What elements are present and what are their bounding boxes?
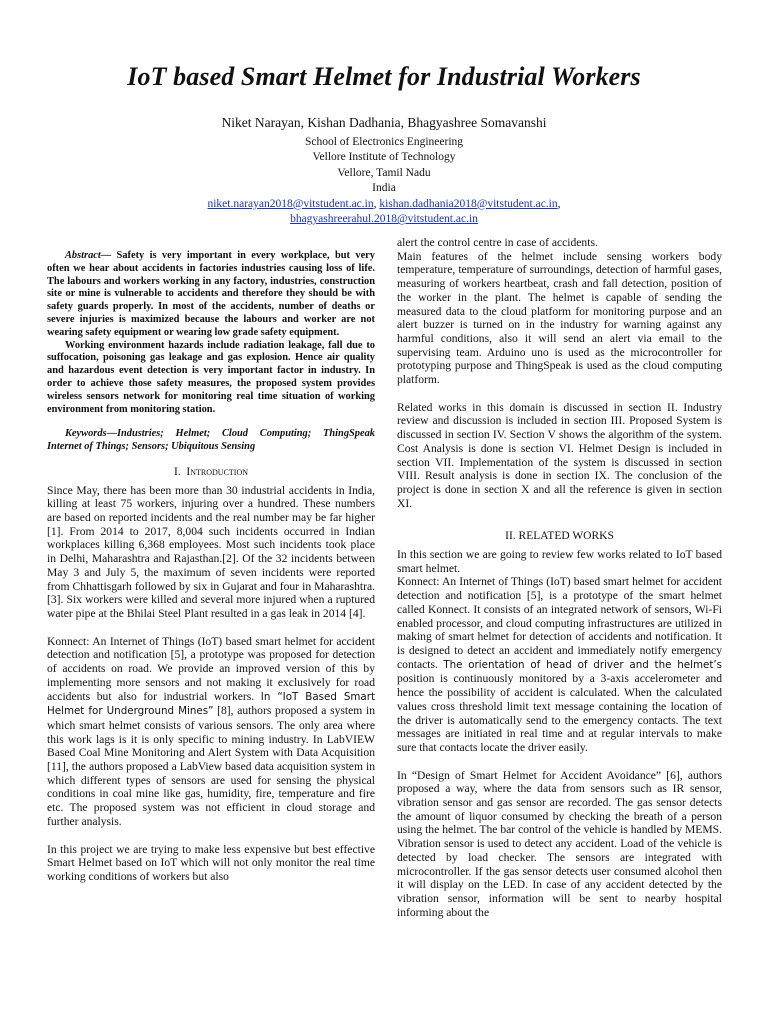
affiliation-line: Vellore, Tamil Nadu bbox=[337, 166, 431, 179]
body-text: [8], authors proposed a system in which smart helmet consists of various sensors. The only area where this work lags is it is only specific to mining industry. In LabVIEW Based Coal Mine Monitoring and Alert System with Data Acquisition [11], the authors proposed a LabView based data acquisition system in which different types of sensors are used for sensing the physical conditions in coal mine like gas, humidity, fire, temperature and fire etc. The proposed system was not efficient in cloud storage and further analysis. bbox=[47, 704, 375, 828]
email-line bbox=[84, 212, 684, 227]
abstract-paragraph: Working environment hazards include radiation leakage, fall due to suffocation, poisoning gas leakage and gas explosion. Hence air quality and hazardous event detection is very important factor in industry. In order to achieve those safety measures, the proposed system provides wireless sensors network for monitoring real time situation of working environment from monitoring station. bbox=[47, 339, 375, 415]
body-paragraph: In this section we are going to review few works related to IoT based smart helmet. bbox=[397, 548, 722, 575]
paper-title: IoT based Smart Helmet for Industrial Workers bbox=[127, 62, 641, 91]
abstract-label: Abstract— bbox=[65, 250, 112, 261]
abstract-paragraph bbox=[47, 250, 375, 340]
body-text: In “IoT Based Smart Helmet for Underground Mines” bbox=[47, 690, 375, 718]
body-text: position is continuously monitored by a 3-axis accelerometer and hence the possibility of accident is calculated. When the calculated values cross threshold limit text message containing the location of the driver is automatically send to the emergency contacts. The text messages are initiated in real time and at regular intervals to make sure that contacts locate the driver easily. bbox=[397, 672, 722, 754]
section-number: I. bbox=[173, 465, 181, 478]
section-heading: II. RELATED WORKS bbox=[505, 530, 614, 543]
body-paragraph bbox=[397, 575, 722, 754]
body-paragraph: Since May, there has been more than 30 industrial accidents in India, killing at least 75 workers, injuring over a hundred. These numbers are based on reported incidents and the real number may be far higher [1]. From 2014 to 2017, 8,004 such incidents occurred in Indian workplaces killing 6,368 employees. Most such incidents took place in Delhi, Maharashtra and Rajasthan.[2]. Of the 32 incidents between May 3 and July 5, the maximum of seven incidents were reported from Chhattisgarh followed by six in Gujarat and four in Maharashtra.[3]. Six workers were killed and several more injured when a ruptured water pipe at the Bhilai Steel Plant resulted in a gas leak in 2014 [4]. bbox=[47, 483, 375, 620]
body-paragraph: In this project we are trying to make less expensive but best effective Smart Helmet based on IoT which will not only monitor the real time working conditions of workers but also bbox=[47, 842, 375, 883]
affiliation-line: Vellore Institute of Technology bbox=[312, 151, 456, 164]
abstract-text: Safety is very important in every workplace, but very often we hear about accidents in factories industries causing loss of life. The labours and workers working in any factory, industries, construction site or mine is vulnerable to accidents and therefore they should be with safety guards properly. In most of the accidents, number of deaths or severe injuries is maximized because the labours and worker are not wearing safety equipment or wearing low grade safety equipment. bbox=[47, 250, 375, 338]
affiliation-line: School of Electronics Engineering bbox=[304, 136, 464, 148]
body-paragraph: Related works in this domain is discussed in section II. Industry review and discussion is included in section III. Proposed System is discussed in section IV. Section V shows the algorithm of the system. Cost Analysis is done is section VI. Helmet Design is included in section VII. Implementation of the system is discussed in section VIII. Result analysis is done in section IX. The conclusion of the project is done in section X and all the reference is given in section XI. bbox=[397, 400, 722, 510]
email-link[interactable]: kishan.dadhania2018@vitstudent.ac.in bbox=[379, 197, 558, 210]
section-heading bbox=[47, 466, 375, 480]
email-link[interactable]: niket.narayan2018@vitstudent.ac.in bbox=[207, 197, 374, 210]
keywords: Keywords—Industries; Helmet; Cloud Computing; ThingSpeak Internet of Things; Sensors; Ubiquitous Sensing bbox=[47, 428, 375, 453]
body-paragraph: In “Design of Smart Helmet for Accident Avoidance” [6], authors proposed a way, where the data from sensors such as IR sensor, vibration sensor and gas sensor are recorded. The gas sensor detects the amount of liquor consumed by checking the breath of a person using the helmet. The bar control of the vehicle is handled by MEMS. Vibration sensor is used to detect any accident. Load of the vehicle is detected by load checker. The sensors are integrated with microcontroller. If the gas sensor detects user consumed alcohol then it will display on the LED. In case of any accident detected by the vibration sensor, information will be sent to nearby hospital informing about the bbox=[397, 768, 722, 919]
body-text: The orientation of head of driver and the helmet’s bbox=[443, 658, 722, 671]
body-text: Konnect: An Internet of Things (IoT) based smart helmet for accident detection and notification [5], a prototype was proposed for detection of accidents on road. We provide an improved version of this by implementing more sensors and not making it exclusively for road accidents but also for industrial workers. bbox=[47, 634, 375, 703]
body-text: Konnect: An Internet of Things (IoT) based smart helmet for accident detection and notification [5], is a prototype of the smart helmet called Konnect. It consists of an integrated network of sensors, Wi-Fi enabled processor, and cloud computing infrastructures are utilized in making of smart helmet for detection of accidents and notification. It is designed to detect an accident and immediately notify emergency contacts. bbox=[397, 575, 722, 671]
section-title: Introduction bbox=[186, 465, 249, 478]
body-paragraph bbox=[47, 635, 375, 829]
email-link[interactable]: bhagyashreerahul.2018@vitstudent.ac.in bbox=[290, 213, 478, 226]
left-column bbox=[47, 250, 375, 884]
author-names: Niket Narayan, Kishan Dadhania, Bhagyashree Somavanshi bbox=[221, 115, 547, 130]
affiliation-line: India bbox=[372, 182, 396, 195]
author-block bbox=[84, 114, 684, 227]
body-paragraph: alert the control centre in case of accidents. bbox=[397, 236, 598, 249]
body-paragraph: Main features of the helmet include sensing workers body temperature, temperature of surroundings, detection of harmful gases, measuring of workers heartbeat, crash and fall detection, position of the worker in the plant. The helmet is capable of sending the measured data to the cloud platform for monitoring purpose and an alert buzzer is turned on in the industry for warning against any harmful conditions, also it will send an alert via email to the supervising team. Arduino uno is used as the microcontroller for prototyping purpose and ThingSpeak is used as the cloud computing platform. bbox=[397, 249, 722, 387]
email-line: niket.narayan2018@vitstudent.ac.in, kishan.dadhania2018@vitstudent.ac.in, bbox=[207, 197, 561, 210]
right-column bbox=[397, 236, 722, 919]
